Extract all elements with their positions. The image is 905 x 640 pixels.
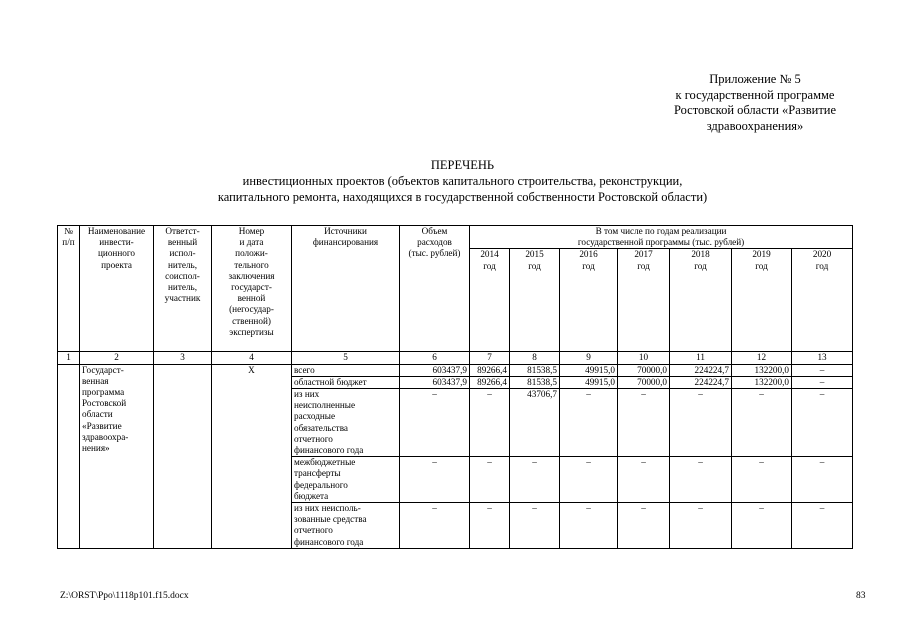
column-number: 13	[792, 352, 853, 364]
document-subtitle: инвестиционных проектов (объектов капитального строительства, реконструкции,	[242, 174, 683, 188]
year-cell: 43706,7	[510, 389, 560, 457]
year-cell: 49915,0	[560, 364, 618, 376]
header-year: 2020 год	[792, 249, 853, 352]
year-cell: –	[732, 457, 792, 503]
year-cell: –	[670, 457, 732, 503]
year-cell: –	[510, 503, 560, 549]
source-cell: областной бюджет	[292, 376, 400, 388]
year-cell: –	[792, 376, 853, 388]
page-number: 83	[856, 591, 866, 601]
year-cell: 70000,0	[618, 364, 670, 376]
year-cell: –	[732, 503, 792, 549]
header-year: 2017 год	[618, 249, 670, 352]
column-number: 8	[510, 352, 560, 364]
header-year: 2014 год	[470, 249, 510, 352]
project-expertise: X	[212, 364, 292, 548]
year-cell: 224224,7	[670, 376, 732, 388]
year-cell: –	[670, 503, 732, 549]
column-number: 9	[560, 352, 618, 364]
project-num	[58, 364, 80, 548]
year-cell: –	[510, 457, 560, 503]
year-cell: 132200,0	[732, 364, 792, 376]
header-volume: Объем расходов (тыс. рублей)	[400, 226, 470, 352]
header-year: 2018 год	[670, 249, 732, 352]
header-year: 2015 год	[510, 249, 560, 352]
table-row	[58, 364, 853, 376]
volume-cell: 603437,9	[400, 364, 470, 376]
column-number: 2	[80, 352, 154, 364]
year-cell: –	[560, 457, 618, 503]
year-cell: –	[618, 389, 670, 457]
footer-file-path: Z:\ORST\Ppo\1118p101.f15.docx	[60, 591, 189, 601]
header-years-group: В том числе по годам реализации государственной программы (тыс. рублей)	[470, 226, 853, 249]
project-executor	[154, 364, 212, 548]
header-executor: Ответст- венный испол- нитель, соиспол- нитель, участник	[154, 226, 212, 352]
year-cell: –	[792, 389, 853, 457]
appendix-caption	[640, 72, 870, 134]
year-cell: 81538,5	[510, 364, 560, 376]
source-cell: межбюджетные трансферты федерального бюджета	[292, 457, 400, 503]
year-cell: –	[792, 364, 853, 376]
appendix-line: к государственной программе	[675, 87, 835, 102]
header-project-name: Наименование инвести- ционного проекта	[80, 226, 154, 352]
column-number: 12	[732, 352, 792, 364]
volume-cell: 603437,9	[400, 376, 470, 388]
year-cell: 132200,0	[732, 376, 792, 388]
year-cell: –	[732, 389, 792, 457]
volume-cell: –	[400, 457, 470, 503]
year-cell: 224224,7	[670, 364, 732, 376]
year-cell: 89266,4	[470, 376, 510, 388]
investment-projects-table	[57, 225, 853, 549]
appendix-line: Ростовской области «Развитие	[673, 103, 837, 117]
year-cell: –	[560, 389, 618, 457]
header-num: № п/п	[58, 226, 80, 352]
header-sources: Источники финансирования	[292, 226, 400, 352]
source-cell: из них неисполненные расходные обязательства отчетного финансового года	[292, 389, 400, 457]
year-cell: –	[560, 503, 618, 549]
header-year: 2019 год	[732, 249, 792, 352]
column-number: 11	[670, 352, 732, 364]
source-cell: всего	[292, 364, 400, 376]
header-row	[58, 226, 853, 249]
document-title: ПЕРЕЧЕНЬ	[430, 158, 495, 172]
appendix-line: здравоохранения»	[706, 118, 804, 133]
document-heading	[60, 157, 865, 205]
year-cell: –	[470, 389, 510, 457]
project-name: Государст- венная программа Ростовской области «Развитие здравоохра- нения»	[80, 364, 154, 548]
year-cell: –	[470, 503, 510, 549]
volume-cell: –	[400, 503, 470, 549]
column-number: 10	[618, 352, 670, 364]
column-number-row	[58, 352, 853, 364]
year-cell: –	[670, 389, 732, 457]
header-year: 2016 год	[560, 249, 618, 352]
year-cell: –	[792, 503, 853, 549]
year-cell: –	[618, 503, 670, 549]
appendix-line: Приложение № 5	[709, 72, 801, 86]
year-cell: –	[618, 457, 670, 503]
column-number: 1	[58, 352, 80, 364]
column-number: 4	[212, 352, 292, 364]
year-cell: 89266,4	[470, 364, 510, 376]
column-number: 5	[292, 352, 400, 364]
year-cell: 49915,0	[560, 376, 618, 388]
volume-cell: –	[400, 389, 470, 457]
year-cell: 81538,5	[510, 376, 560, 388]
column-number: 6	[400, 352, 470, 364]
header-expertise: Номер и дата положи- тельного заключения государст- венной (негосудар- ственной) экспертизы	[212, 226, 292, 352]
year-cell: –	[792, 457, 853, 503]
column-number: 3	[154, 352, 212, 364]
year-cell: 70000,0	[618, 376, 670, 388]
column-number: 7	[470, 352, 510, 364]
document-subtitle: капитального ремонта, находящихся в государственной собственности Ростовской области)	[217, 190, 708, 204]
source-cell: из них неисполь- зованные средства отчетного финансового года	[292, 503, 400, 549]
year-cell: –	[470, 457, 510, 503]
